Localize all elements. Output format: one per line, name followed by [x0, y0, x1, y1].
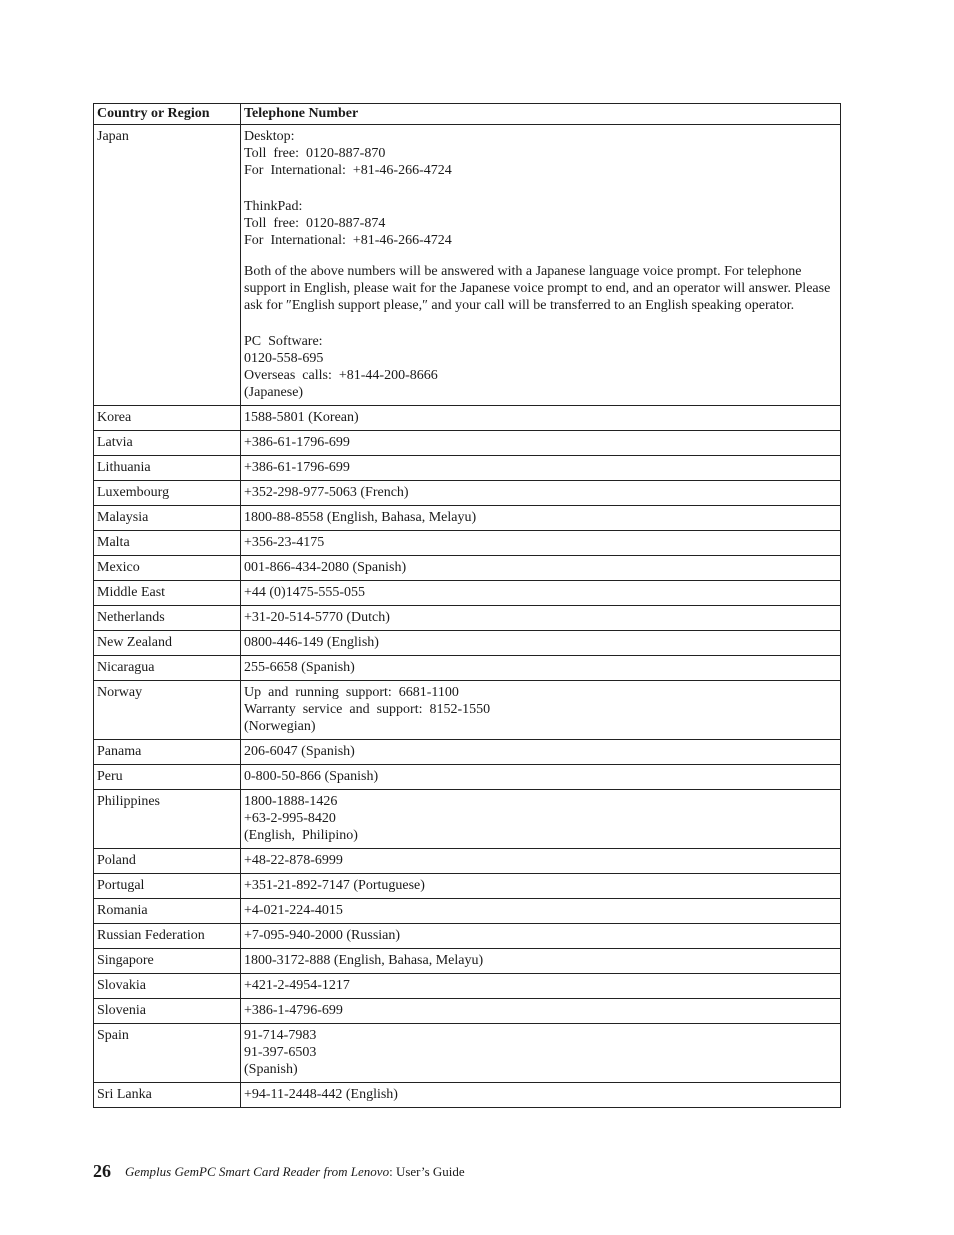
desktop-toll-free: Toll free: 0120-887-870	[244, 146, 386, 161]
country-cell: Malaysia	[94, 506, 241, 531]
country-cell: Singapore	[94, 949, 241, 974]
page-number: 26	[93, 1161, 111, 1181]
country-cell: Portugal	[94, 874, 241, 899]
phone-line: +421-2-4954-1217	[244, 978, 350, 993]
country-cell: Poland	[94, 849, 241, 874]
country-cell: Norway	[94, 681, 241, 740]
table-row	[94, 456, 841, 481]
phone-cell	[241, 974, 841, 999]
table-row	[94, 506, 841, 531]
table-row	[94, 1083, 841, 1108]
phone-cell	[241, 431, 841, 456]
country-cell: Netherlands	[94, 606, 241, 631]
telephone-support-table	[93, 103, 841, 1108]
country-cell: Sri Lanka	[94, 1083, 241, 1108]
country-cell: Romania	[94, 899, 241, 924]
country-cell: Panama	[94, 740, 241, 765]
table-row	[94, 974, 841, 999]
country-cell: Malta	[94, 531, 241, 556]
country-cell: Nicaragua	[94, 656, 241, 681]
phone-cell	[241, 125, 841, 406]
phone-line: +386-1-4796-699	[244, 1003, 343, 1018]
phone-line: +386-61-1796-699	[244, 435, 350, 450]
table-row-japan	[94, 125, 841, 406]
phone-line: +351-21-892-7147 (Portuguese)	[244, 878, 425, 893]
software-overseas: Overseas calls: +81-44-200-8666	[244, 368, 438, 383]
country-cell: Russian Federation	[94, 924, 241, 949]
table-row	[94, 581, 841, 606]
phone-cell	[241, 681, 841, 740]
phone-cell	[241, 949, 841, 974]
phone-cell	[241, 899, 841, 924]
phone-line: 001-866-434-2080 (Spanish)	[244, 560, 407, 575]
software-number: 0120-558-695	[244, 351, 324, 366]
country-cell: Lithuania	[94, 456, 241, 481]
page-footer	[93, 1161, 465, 1182]
phone-line: 1800-88-8558 (English, Bahasa, Melayu)	[244, 510, 477, 525]
phone-cell	[241, 999, 841, 1024]
table-row	[94, 849, 841, 874]
table-row	[94, 606, 841, 631]
country-cell: Spain	[94, 1024, 241, 1083]
phone-line: +4-021-224-4015	[244, 903, 343, 918]
thinkpad-international: For International: +81-46-266-4724	[244, 233, 452, 248]
table-row	[94, 431, 841, 456]
phone-line: +31-20-514-5770 (Dutch)	[244, 610, 390, 625]
phone-cell	[241, 581, 841, 606]
phone-line: +94-11-2448-442 (English)	[244, 1087, 398, 1102]
phone-line: +386-61-1796-699	[244, 460, 350, 475]
phone-line: +63-2-995-8420	[244, 811, 336, 826]
software-label: PC Software:	[244, 334, 323, 349]
phone-line: (Spanish)	[244, 1062, 298, 1077]
phone-cell	[241, 631, 841, 656]
country-cell: Mexico	[94, 556, 241, 581]
table-row	[94, 899, 841, 924]
phone-cell	[241, 556, 841, 581]
country-cell: Peru	[94, 765, 241, 790]
phone-cell	[241, 740, 841, 765]
phone-line: +44 (0)1475-555-055	[244, 585, 366, 600]
book-title-suffix: : User’s Guide	[389, 1164, 465, 1179]
phone-line: Warranty service and support: 8152-1550	[244, 702, 491, 717]
country-cell: Slovakia	[94, 974, 241, 999]
phone-line: Up and running support: 6681-1100	[244, 685, 459, 700]
phone-cell	[241, 656, 841, 681]
table-row	[94, 949, 841, 974]
phone-cell	[241, 531, 841, 556]
table-row	[94, 999, 841, 1024]
book-title: Gemplus GemPC Smart Card Reader from Lenovo	[125, 1164, 390, 1179]
phone-cell	[241, 1083, 841, 1108]
country-cell: Korea	[94, 406, 241, 431]
country-cell: Middle East	[94, 581, 241, 606]
table-row	[94, 531, 841, 556]
phone-line: 255-6658 (Spanish)	[244, 660, 355, 675]
phone-line: 91-397-6503	[244, 1045, 317, 1060]
table-row	[94, 681, 841, 740]
phone-line: 1800-3172-888 (English, Bahasa, Melayu)	[244, 953, 484, 968]
desktop-label: Desktop:	[244, 129, 295, 144]
phone-line: +352-298-977-5063 (French)	[244, 485, 409, 500]
phone-line: 1588-5801 (Korean)	[244, 410, 359, 425]
country-cell: Slovenia	[94, 999, 241, 1024]
phone-line: (English, Philipino)	[244, 828, 358, 843]
phone-cell	[241, 481, 841, 506]
japan-language-note: Both of the above numbers will be answered with a Japanese language voice prompt. For telephone support in English, please wait for the Japanese voice prompt to end, and an operator will answer. Please ask for ″English support please,″ and your call will be transferred to an English speaking operator.	[244, 264, 831, 313]
phone-cell	[241, 790, 841, 849]
software-language: (Japanese)	[244, 385, 304, 400]
table-row	[94, 481, 841, 506]
phone-line: +48-22-878-6999	[244, 853, 343, 868]
phone-cell	[241, 506, 841, 531]
phone-line: 206-6047 (Spanish)	[244, 744, 355, 759]
table-row	[94, 406, 841, 431]
phone-cell	[241, 849, 841, 874]
country-cell: Latvia	[94, 431, 241, 456]
country-cell: Luxembourg	[94, 481, 241, 506]
desktop-international: For International: +81-46-266-4724	[244, 163, 452, 178]
table-row	[94, 556, 841, 581]
country-cell: New Zealand	[94, 631, 241, 656]
table-row	[94, 924, 841, 949]
table-row	[94, 790, 841, 849]
phone-cell	[241, 765, 841, 790]
thinkpad-label: ThinkPad:	[244, 199, 303, 214]
phone-column-header: Telephone Number	[241, 104, 841, 125]
phone-line: +356-23-4175	[244, 535, 325, 550]
table-body	[94, 125, 841, 1108]
phone-line: +7-095-940-2000 (Russian)	[244, 928, 401, 943]
phone-cell	[241, 606, 841, 631]
table-row	[94, 765, 841, 790]
table-row	[94, 874, 841, 899]
country-cell: Japan	[94, 125, 241, 406]
phone-cell	[241, 1024, 841, 1083]
table-row	[94, 1024, 841, 1083]
country-cell: Philippines	[94, 790, 241, 849]
phone-line: 0-800-50-866 (Spanish)	[244, 769, 379, 784]
phone-line: 1800-1888-1426	[244, 794, 338, 809]
table-row	[94, 631, 841, 656]
table-row	[94, 740, 841, 765]
phone-line: 0800-446-149 (English)	[244, 635, 379, 650]
phone-cell	[241, 456, 841, 481]
phone-cell	[241, 924, 841, 949]
table-row	[94, 656, 841, 681]
table-header-row	[94, 104, 841, 125]
phone-cell	[241, 874, 841, 899]
thinkpad-toll-free: Toll free: 0120-887-874	[244, 216, 386, 231]
phone-cell	[241, 406, 841, 431]
country-column-header: Country or Region	[94, 104, 241, 125]
phone-line: 91-714-7983	[244, 1028, 317, 1043]
phone-line: (Norwegian)	[244, 719, 316, 734]
